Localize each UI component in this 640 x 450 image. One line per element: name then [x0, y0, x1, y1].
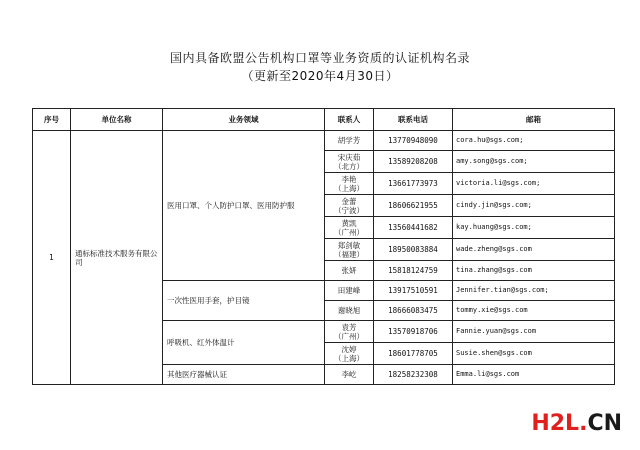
contact-name-cell	[325, 151, 374, 173]
watermark-tld: CN	[587, 411, 622, 436]
contact-email-cell	[453, 151, 615, 173]
contact-email-link[interactable]: tommy.xie@sgs.com	[456, 306, 528, 314]
contact-email-link[interactable]: kay.huang@sgs.com;	[456, 223, 532, 231]
contact-email-link[interactable]: victoria.li@sgs.com;	[456, 179, 541, 187]
contact-email-cell	[453, 195, 615, 217]
contact-region: （广州）	[334, 227, 364, 237]
contact-name: 田建峰	[337, 286, 361, 295]
contact-name: 李屹	[341, 370, 357, 379]
certification-table	[32, 108, 615, 385]
header-company: 单位名称	[71, 109, 163, 131]
contact-phone-cell: 13589208208	[374, 151, 453, 173]
contact-phone-cell: 18606621955	[374, 195, 453, 217]
contact-phone-cell: 13917510591	[374, 281, 453, 301]
contact-name-cell	[325, 321, 374, 343]
contact-region: （上海）	[334, 183, 364, 193]
contact-region: （广州）	[334, 331, 364, 341]
contact-name: 胡学芳	[337, 136, 361, 145]
seq-cell: 1	[33, 131, 71, 385]
contact-email-link[interactable]: cora.hu@sgs.com;	[456, 136, 524, 144]
watermark-brand: H2L	[531, 411, 580, 436]
contact-email-link[interactable]: amy.song@sgs.com;	[456, 157, 528, 165]
contact-name-cell	[325, 173, 374, 195]
contact-email-cell	[453, 301, 615, 321]
table-header-row	[33, 109, 615, 131]
contact-email-cell	[453, 217, 615, 239]
contact-email-cell	[453, 173, 615, 195]
contact-name-cell	[325, 131, 374, 151]
header-email: 邮箱	[453, 109, 615, 131]
contact-email-link[interactable]: cindy.jin@sgs.com;	[456, 201, 532, 209]
contact-email-link[interactable]: Jennifer.tian@sgs.com;	[456, 286, 549, 294]
contact-region: （上海）	[334, 353, 364, 363]
header-contact: 联系人	[325, 109, 374, 131]
contact-phone-cell: 13570918706	[374, 321, 453, 343]
contact-name-cell	[325, 365, 374, 385]
contact-name: 郑剑敏	[337, 240, 361, 250]
site-watermark-logo	[531, 411, 622, 436]
contact-region: （北方）	[334, 161, 364, 171]
header-phone: 联系电话	[374, 109, 453, 131]
table-row	[33, 131, 615, 151]
business-field-cell: 呼吸机、红外体温计	[163, 321, 325, 365]
contact-phone-cell: 18258232308	[374, 365, 453, 385]
contact-name-cell	[325, 261, 374, 281]
document-title: 国内具备欧盟公告机构口罩等业务资质的认证机构名录	[169, 51, 470, 65]
contact-name-cell	[325, 217, 374, 239]
contact-name-cell	[325, 195, 374, 217]
contact-name: 袁芳	[341, 322, 357, 332]
contact-region: （宁波）	[334, 205, 364, 215]
contact-email-link[interactable]: Susie.shen@sgs.com	[456, 349, 532, 357]
contact-region: （福建）	[334, 249, 364, 259]
contact-email-link[interactable]: Fannie.yuan@sgs.com	[456, 327, 537, 335]
contact-name: 金蕾	[341, 196, 357, 206]
contact-phone-cell: 13560441682	[374, 217, 453, 239]
contact-email-cell	[453, 343, 615, 365]
contact-name: 谢晓旭	[337, 306, 361, 315]
contact-email-cell	[453, 261, 615, 281]
contact-phone-cell: 13770948090	[374, 131, 453, 151]
contact-email-cell	[453, 281, 615, 301]
contact-email-link[interactable]: tina.zhang@sgs.com	[456, 266, 532, 274]
contact-email-cell	[453, 321, 615, 343]
header-seq: 序号	[33, 109, 71, 131]
contact-phone-cell: 18950083884	[374, 239, 453, 261]
contact-name: 李艳	[341, 174, 357, 184]
business-field-cell: 其他医疗器械认证	[163, 365, 325, 385]
header-field: 业务领域	[163, 109, 325, 131]
contact-phone-cell: 15818124759	[374, 261, 453, 281]
watermark-dot: .	[579, 411, 588, 436]
contact-email-cell	[453, 239, 615, 261]
contact-name: 黄凯	[341, 218, 357, 228]
contact-name: 沈婷	[341, 344, 357, 354]
contact-name: 张妍	[341, 266, 357, 275]
contact-name-cell	[325, 239, 374, 261]
contact-phone-cell: 13661773973	[374, 173, 453, 195]
company-cell: 通标标准技术服务有限公司	[71, 131, 163, 385]
document-subtitle: （更新至2020年4月30日）	[241, 69, 399, 83]
contact-email-cell	[453, 131, 615, 151]
contact-name-cell	[325, 281, 374, 301]
business-field-cell: 一次性医用手套，护目镜	[163, 281, 325, 321]
contact-name-cell	[325, 343, 374, 365]
business-field-cell: 医用口罩、个人防护口罩、医用防护服	[163, 131, 325, 281]
contact-phone-cell: 18601778705	[374, 343, 453, 365]
contact-phone-cell: 18666083475	[374, 301, 453, 321]
contact-email-link[interactable]: Emma.li@sgs.com	[456, 370, 520, 378]
contact-email-cell	[453, 365, 615, 385]
contact-name: 宋庆茹	[337, 152, 361, 162]
contact-name-cell	[325, 301, 374, 321]
contact-email-link[interactable]: wade.zheng@sgs.com	[456, 245, 532, 253]
